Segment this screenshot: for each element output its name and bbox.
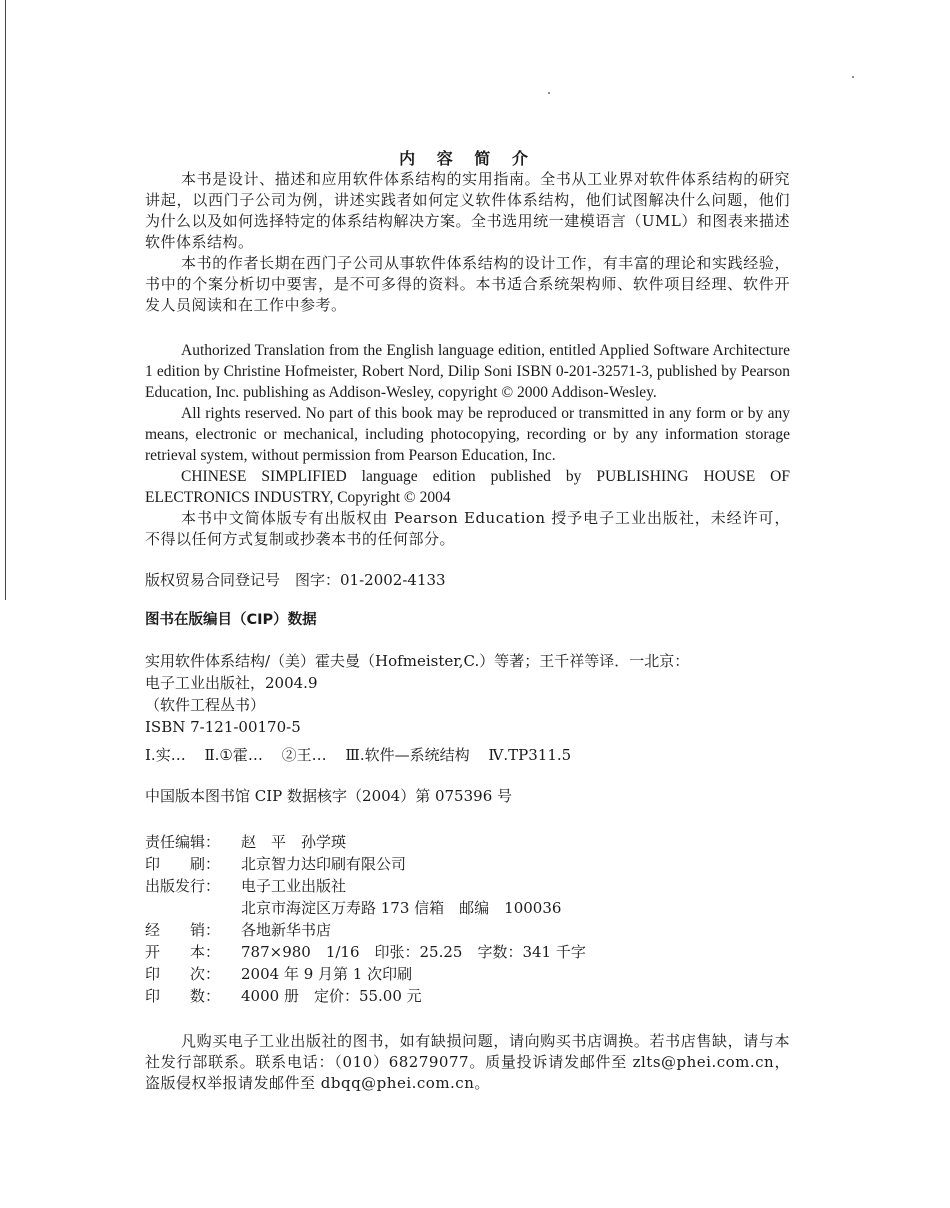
imprint-value: 787×980 1/16 印张：25.25 字数：341 千字 — [241, 943, 586, 961]
copyright-paragraph: Authorized Translation from the English language edition, entitled Applied Software Architecture 1 edition by Christine Hofmeister, Robert Nord, Dilip Soni ISBN 0-201-32571-3, published by Pearson Education, Inc. publishing as Addison-Wesley, copyright © 2000 Addison-Wesley. — [145, 342, 790, 401]
summary-paragraph: 本书是设计、描述和应用软件体系结构的实用指南。全书从工业界对软件体系结构的研究讲起，以西门子公司为例，讲述实践者如何定义软件体系结构，他们试图解决什么问题，他们为什么以及如何选择特定的体系结构解决方案。全书选用统一建模语言（UML）和图表来描述软件体系结构。 — [145, 170, 790, 251]
scan-speck — [548, 92, 550, 94]
summary-paragraph: 本书的作者长期在西门子公司从事软件体系结构的设计工作，有丰富的理论和实践经验，书中的个案分析切中要害，是不可多得的资料。本书适合系统架构师、软件项目经理、软件开发人员阅读和在工作中参考。 — [145, 254, 790, 314]
cip-line: （软件工程丛书） — [145, 696, 266, 714]
imprint-row — [145, 919, 790, 941]
imprint-row — [145, 875, 790, 897]
imprint-label: 印 次： — [145, 965, 221, 983]
copyright-paragraph: CHINESE SIMPLIFIED language edition published by PUBLISHING HOUSE OF ELECTRONICS INDUSTRY, Copyright © 2004 — [145, 468, 790, 506]
imprint-value: 各地新华书店 — [241, 921, 332, 939]
cip-classification: Ⅰ.实… Ⅱ.①霍… ②王… Ⅲ.软件—系统结构 Ⅳ.TP311.5 — [145, 746, 572, 764]
imprint-address: 北京市海淀区万寿路 173 信箱 邮编 100036 — [241, 899, 562, 917]
imprint-value: 4000 册 定价：55.00 元 — [241, 987, 422, 1005]
page-content — [145, 148, 790, 1094]
cip-isbn: ISBN 7-121-00170-5 — [145, 718, 301, 736]
imprint-value: 电子工业出版社 — [241, 877, 347, 895]
imprint-row — [145, 963, 790, 985]
imprint-row — [145, 941, 790, 963]
imprint-label: 开 本： — [145, 943, 221, 961]
imprint-label: 印 数： — [145, 987, 221, 1005]
summary-title: 内 容 简 介 — [399, 149, 536, 168]
imprint-row — [145, 853, 790, 875]
purchase-notice: 凡购买电子工业出版社的图书，如有缺损问题，请向购买书店调换。若书店售缺，请与本社发行部联系。联系电话：（010）68279077。质量投诉请发邮件至 zlts@phei.com.cn，盗版侵权举报请发邮件至 dbqq@phei.com.cn。 — [145, 1032, 790, 1092]
imprint-row — [145, 897, 790, 919]
imprint-value: 赵 平 孙学瑛 — [241, 833, 347, 851]
imprint-label: 印 刷： — [145, 855, 221, 873]
imprint-value: 2004 年 9 月第 1 次印刷 — [241, 965, 413, 983]
imprint-label: 出版发行： — [145, 877, 221, 895]
imprint-row — [145, 985, 790, 1007]
contract-number: 版权贸易合同登记号 图字：01-2002-4133 — [145, 571, 446, 589]
cip-line: 实用软件体系结构/（美）霍夫曼（Hofmeister,C.）等著；王千祥等译．一北京： — [145, 652, 690, 670]
imprint-list — [145, 831, 790, 1007]
cip-line: 电子工业出版社，2004.9 — [145, 674, 318, 692]
imprint-label: 经 销： — [145, 921, 221, 939]
imprint-row — [145, 831, 790, 853]
scan-speck — [852, 76, 854, 78]
imprint-label: 责任编辑： — [145, 833, 221, 851]
copyright-paragraph-cn: 本书中文简体版专有出版权由 Pearson Education 授予电子工业出版社，未经许可，不得以任何方式复制或抄袭本书的任何部分。 — [145, 509, 790, 548]
scan-edge-line — [5, 0, 6, 600]
imprint-value: 北京智力达印刷有限公司 — [241, 855, 407, 873]
cip-heading: 图书在版编目（CIP）数据 — [145, 612, 317, 628]
cip-verify: 中国版本图书馆 CIP 数据核字（2004）第 075396 号 — [145, 787, 513, 805]
copyright-paragraph: All rights reserved. No part of this book may be reproduced or transmitted in any form or by any means, electronic or mechanical, including photocopying, recording or by any information storage retrieval system, without permission from Pearson Education, Inc. — [145, 405, 790, 464]
